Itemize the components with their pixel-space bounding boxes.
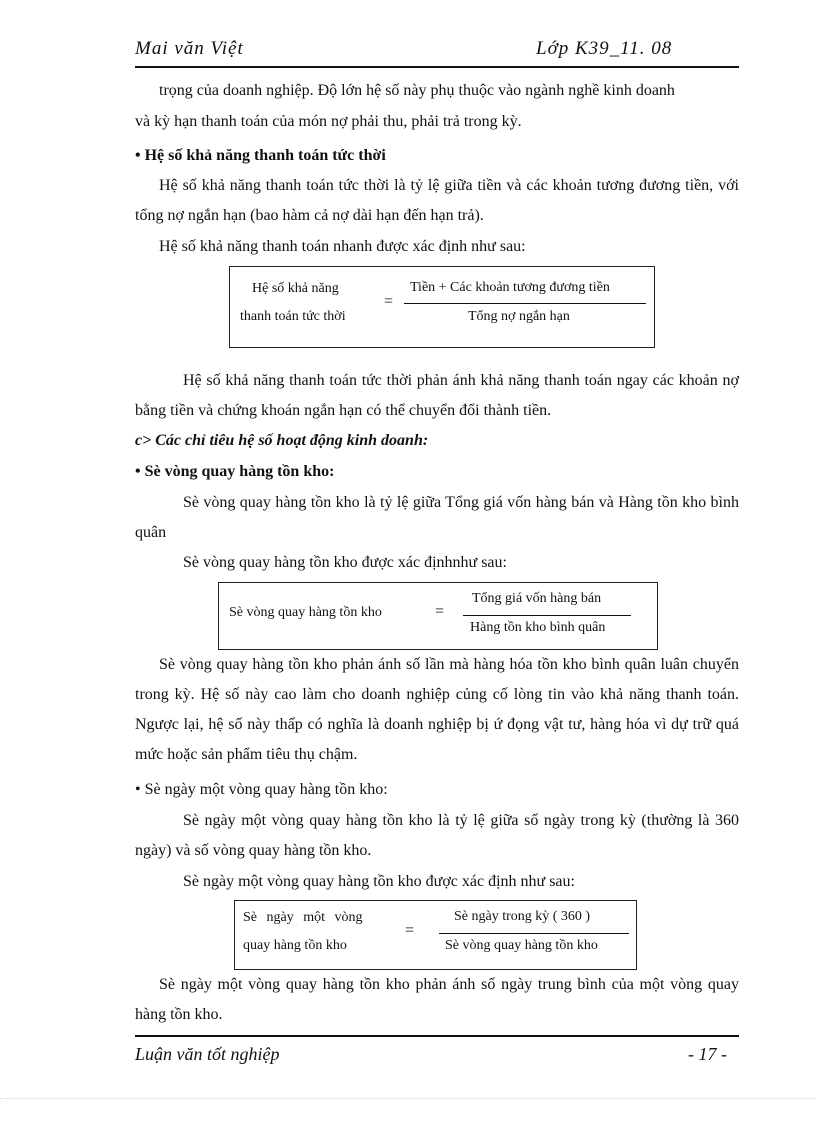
formula1-equals: = — [384, 293, 394, 310]
paragraph-inventory-turnover-meaning: Sè vòng quay hàng tồn kho phản ánh số lần mà hàng hóa tồn kho bình quân luân chuyển trong kỳ. Hệ số này cao làm cho doanh nghiệp củng cố lòng tin vào khả năng thanh toán. Ngược lại, hệ số này thấp có nghĩa là doanh nghiệp bị ứ đọng vật tư, hàng hóa vì dự trữ quá mức hoặc sản phẩm tiêu thụ chậm. — [135, 656, 739, 763]
formula-box-inventory-turnover — [218, 582, 658, 650]
paragraph-formula-intro-3: Sè ngày một vòng quay hàng tồn kho được xác định như sau: — [183, 873, 575, 890]
formula3-left-line1: Sè ngày một vòng — [243, 910, 363, 925]
footer-rule — [135, 1035, 739, 1037]
formula3-left-line2: quay hàng tồn kho — [243, 938, 347, 953]
formula1-denominator: Tổng nợ ngắn hạn — [468, 309, 570, 324]
formula1-numerator: Tiền + Các khoản tương đương tiền — [410, 280, 610, 295]
formula3-numerator: Sè ngày trong kỳ ( 360 ) — [454, 909, 591, 924]
heading-instant-liquidity: • Hệ số khả năng thanh toán tức thời — [135, 147, 386, 164]
paragraph-instant-liquidity-meaning: Hệ số khả năng thanh toán tức thời phản ánh khả năng thanh toán ngay các khoản nợ bằng tiền và chứng khoán ngắn hạn có thể chuyển đổi thành tiền. — [135, 372, 739, 419]
formula1-fraction-bar — [404, 303, 646, 304]
header-class: Lớp K39_11. 08 — [536, 38, 673, 59]
footer-title: Luận văn tốt nghiệp — [135, 1044, 280, 1064]
formula-box-instant-liquidity — [229, 266, 655, 348]
formula1-left-line1: Hệ số khả năng — [252, 281, 339, 296]
formula3-fraction-bar — [439, 933, 629, 934]
formula2-fraction-bar — [463, 615, 631, 616]
formula3-equals: = — [405, 922, 415, 939]
formula2-equals: = — [435, 603, 445, 620]
formula2-denominator: Hàng tồn kho bình quân — [470, 620, 606, 635]
paragraph-formula-intro-1: Hệ số khả năng thanh toán nhanh được xác định như sau: — [159, 238, 526, 255]
formula3-denominator: Sè vòng quay hàng tồn kho — [445, 938, 598, 953]
paragraph-days-per-turnover-def: Sè ngày một vòng quay hàng tồn kho là tỷ lệ giữa số ngày trong kỳ (thường là 360 ngày) và số vòng quay hàng tồn kho. — [135, 812, 739, 859]
formula-box-days-per-turnover — [234, 900, 637, 970]
heading-days-per-turnover: • Sè ngày một vòng quay hàng tồn kho: — [135, 781, 388, 798]
heading-activity-ratios: c> Các chỉ tiêu hệ số hoạt động kinh doanh: — [135, 432, 429, 449]
heading-inventory-turnover: • Sè vòng quay hàng tồn kho: — [135, 463, 335, 480]
paragraph-formula-intro-2: Sè vòng quay hàng tồn kho được xác địnhnhư sau: — [183, 554, 507, 571]
header-rule — [135, 66, 739, 68]
formula2-left: Sè vòng quay hàng tồn kho — [229, 605, 382, 620]
paragraph-continuation-line2: và kỳ hạn thanh toán của món nợ phải thu, phải trả trong kỳ. — [135, 113, 522, 130]
formula1-left-line2: thanh toán tức thời — [240, 309, 346, 324]
paragraph-instant-liquidity-def: Hệ số khả năng thanh toán tức thời là tỷ lệ giữa tiền và các khoản tương đương tiền, với tổng nợ ngắn hạn (bao hàm cả nợ dài hạn đến hạn trả). — [135, 177, 739, 224]
page-bottom-divider — [0, 1098, 816, 1099]
paragraph-days-per-turnover-meaning: Sè ngày một vòng quay hàng tồn kho phản ánh số ngày trung bình của một vòng quay hàng tồn kho. — [135, 976, 739, 1023]
paragraph-continuation-line1: trọng của doanh nghiệp. Độ lớn hệ số này phụ thuộc vào ngành nghề kinh doanh — [159, 82, 675, 99]
footer-page-number: - 17 - — [688, 1044, 727, 1064]
paragraph-inventory-turnover-def: Sè vòng quay hàng tồn kho là tỷ lệ giữa Tổng giá vốn hàng bán và Hàng tồn kho bình quân — [135, 494, 739, 541]
header-author: Mai văn Việt — [135, 38, 244, 59]
formula2-numerator: Tổng giá vốn hàng bán — [472, 591, 602, 606]
